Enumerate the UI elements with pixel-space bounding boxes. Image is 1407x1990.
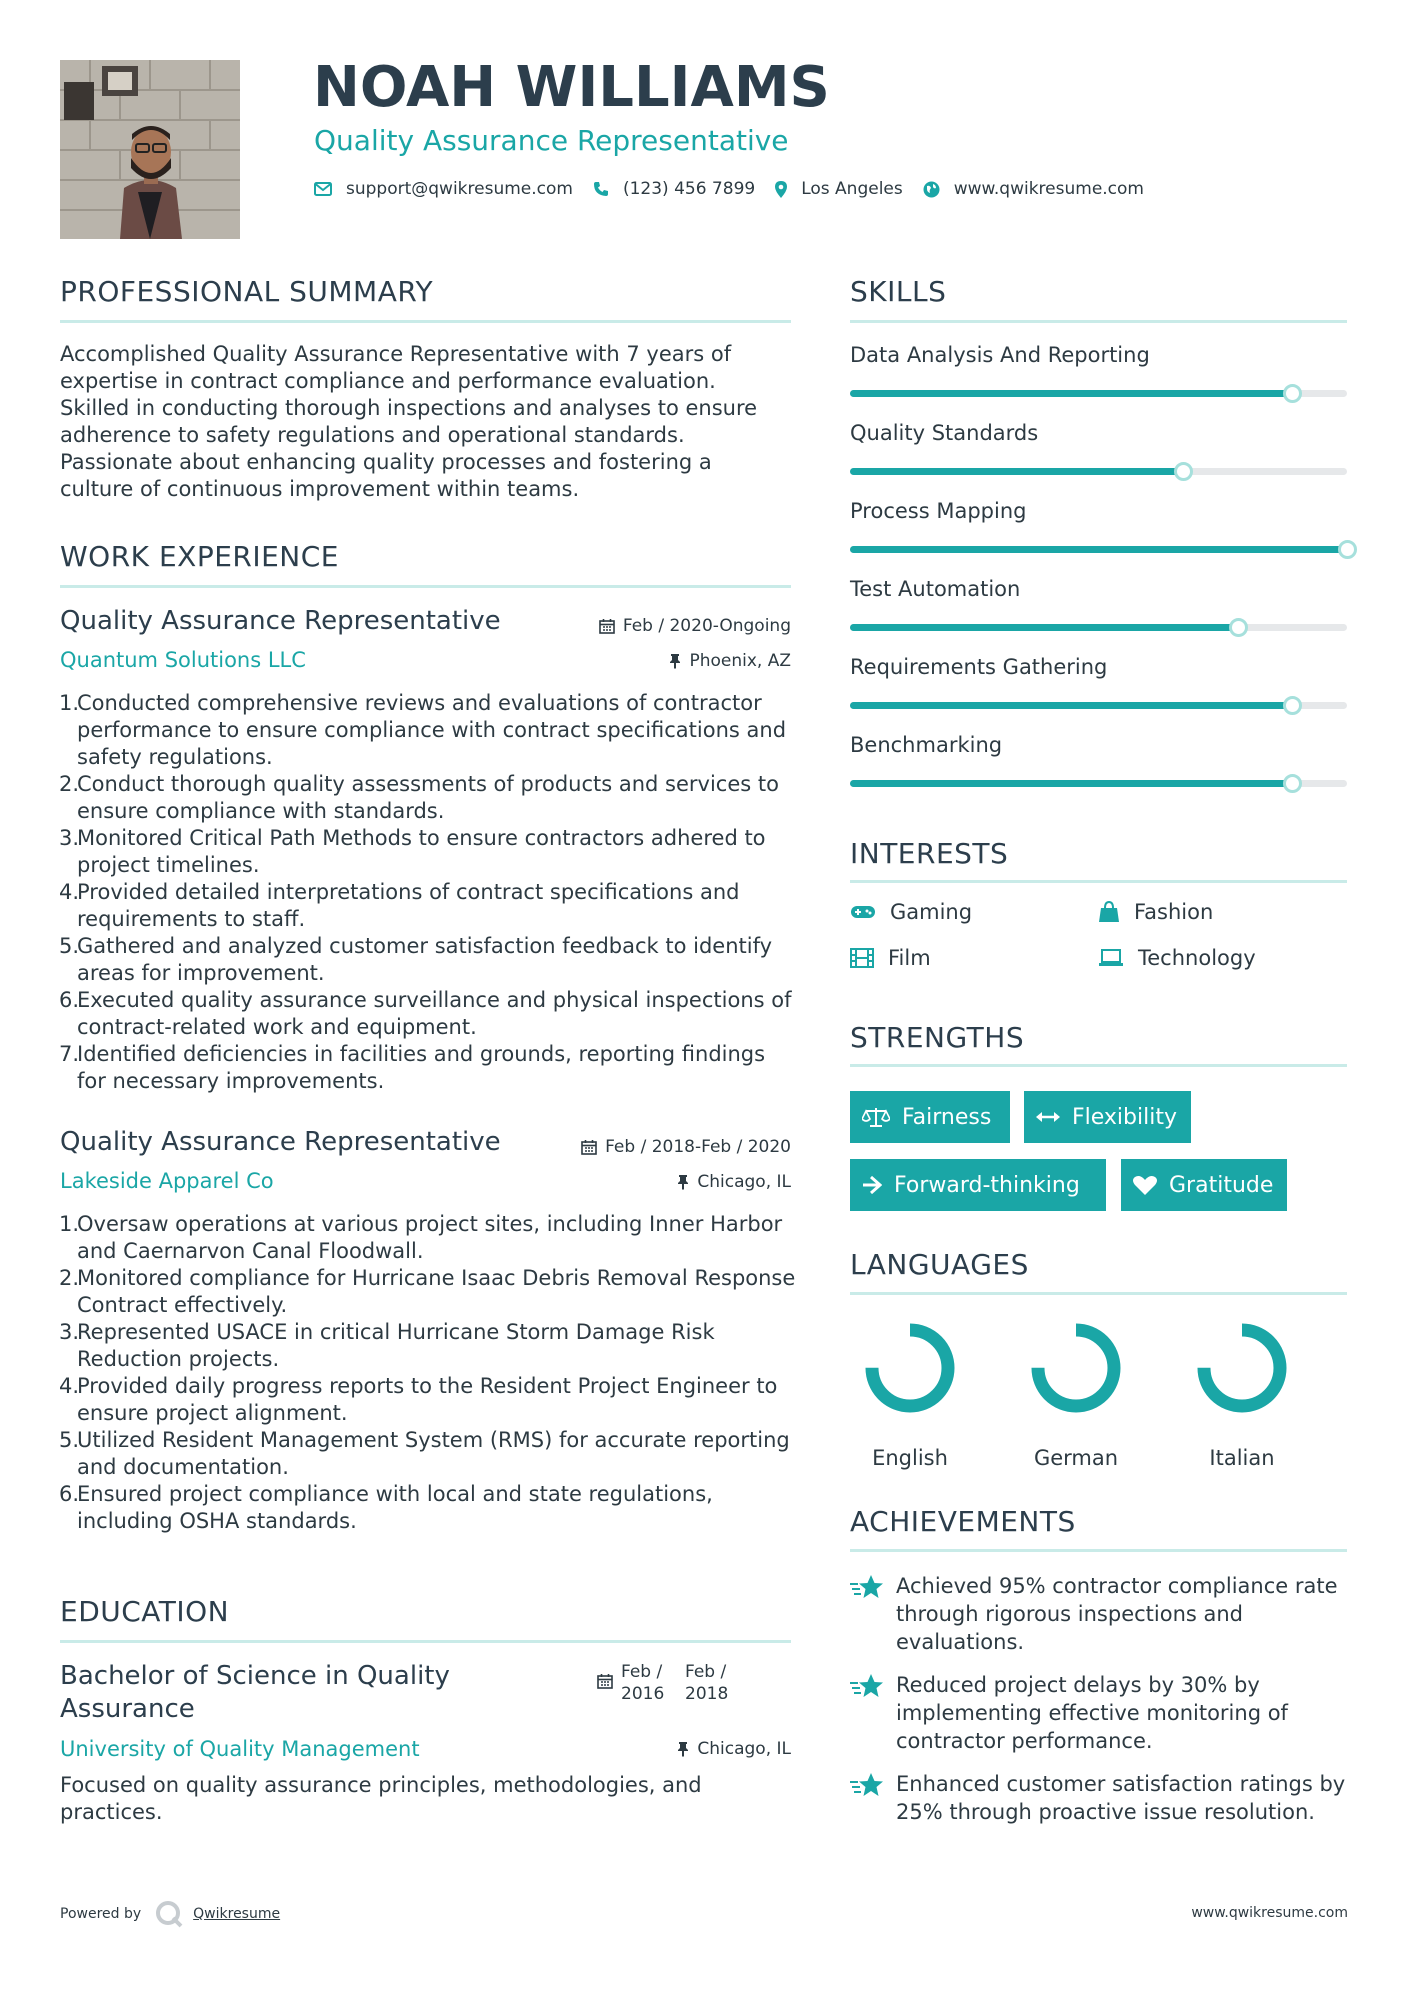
interest-fashion <box>1098 900 1213 924</box>
location-text: Los Angeles <box>801 179 903 199</box>
skill-level-handle <box>1283 696 1302 715</box>
job-2-company: Lakeside Apparel Co <box>60 1169 274 1193</box>
qwikresume-link[interactable]: Qwikresume <box>193 1906 281 1922</box>
skill-label: Data Analysis And Reporting <box>850 343 1150 367</box>
envelope-icon <box>314 182 332 196</box>
strength-label: Forward-thinking <box>894 1172 1080 1198</box>
summary-text: Accomplished Quality Assurance Representative with 7 years of expertise in contract compliance and performance evaluation. Skilled in conducting thorough inspections and analyses to ensure adherence to safety regulations and operational standards. Passionate about enhancing quality processes and fostering a culture of continuous improvement within teams. <box>60 342 758 501</box>
job-1-responsibilities <box>59 690 799 1095</box>
list-item: Ensured project compliance with local and state regulations, including OSHA standards. <box>77 1482 713 1533</box>
skill-label: Benchmarking <box>850 733 1003 757</box>
job-1-company: Quantum Solutions LLC <box>60 648 306 672</box>
achievement-text: Reduced project delays by 30% by implementing effective monitoring of contractor performance. <box>896 1673 1288 1753</box>
skill-bar-fill <box>850 624 1238 631</box>
footer-website[interactable]: www.qwikresume.com <box>1191 1905 1348 1921</box>
skill-bar-track <box>850 390 1347 397</box>
list-item: Provided detailed interpretations of contract specifications and requirements to staff. <box>77 880 740 931</box>
list-item: Utilized Resident Management System (RMS) for accurate reporting and documentation. <box>77 1428 790 1479</box>
balance-scale-icon <box>862 1106 890 1128</box>
skills-rule <box>850 320 1347 323</box>
powered-by-label: Powered by <box>60 1906 142 1922</box>
job-1-location-text: Phoenix, AZ <box>689 651 791 671</box>
job-2-responsibilities <box>59 1211 799 1535</box>
strength-flexibility <box>1024 1091 1191 1143</box>
language-label: English <box>872 1446 948 1470</box>
strength-label: Fairness <box>902 1104 992 1130</box>
skill-level-handle <box>1174 462 1193 481</box>
education-school: University of Quality Management <box>60 1737 420 1761</box>
star-award-icon <box>850 1574 884 1600</box>
job-2-location-text: Chicago, IL <box>697 1172 791 1192</box>
phone-text: (123) 456 7899 <box>622 179 756 199</box>
strength-fairness <box>850 1091 1010 1143</box>
skill-level-handle <box>1229 618 1248 637</box>
gamepad-icon <box>850 904 876 920</box>
achievements-heading: ACHIEVEMENTS <box>850 1505 1076 1538</box>
language-ring <box>1026 1318 1126 1418</box>
job-1-dates <box>599 616 791 636</box>
job-2-title: Quality Assurance Representative <box>60 1127 501 1157</box>
interest-label: Film <box>888 946 931 970</box>
skill-bar-fill <box>850 546 1347 553</box>
education-description: Focused on quality assurance principles, methodologies, and practices. <box>60 1773 702 1824</box>
language-english <box>840 1318 980 1470</box>
skills-heading: SKILLS <box>850 275 947 308</box>
phone-icon <box>593 181 609 197</box>
interest-label: Fashion <box>1134 900 1214 924</box>
qwikresume-logo-icon <box>155 1900 183 1928</box>
education-end: Feb / 2018 <box>685 1662 729 1704</box>
contact-bar <box>314 179 1164 199</box>
skill-label: Quality Standards <box>850 421 1039 445</box>
interest-label: Technology <box>1138 946 1256 970</box>
list-item: Provided daily progress reports to the Resident Project Engineer to ensure project alignment. <box>77 1374 778 1425</box>
education-location <box>677 1739 791 1759</box>
film-icon <box>850 948 874 968</box>
list-item: Conducted comprehensive reviews and evaluations of contractor performance to ensure compliance with contract specifications and safety regulations. <box>77 691 787 769</box>
languages-rule <box>850 1292 1347 1295</box>
education-degree: Bachelor of Science in Quality Assurance <box>60 1661 450 1724</box>
strength-label: Gratitude <box>1169 1172 1274 1198</box>
skill-bar-fill <box>850 780 1292 787</box>
strength-label: Flexibility <box>1072 1104 1177 1130</box>
education-heading: EDUCATION <box>60 1595 230 1628</box>
skill-bar-fill <box>850 702 1292 709</box>
job-1-dates-text: Feb / 2020-Ongoing <box>622 616 791 636</box>
interest-label: Gaming <box>890 900 973 924</box>
education-rule <box>60 1640 791 1643</box>
strengths-heading: STRENGTHS <box>850 1021 1025 1054</box>
map-marker-icon <box>775 181 787 198</box>
contact-phone[interactable] <box>593 179 755 199</box>
experience-rule <box>60 585 791 588</box>
skill-label: Test Automation <box>850 577 1021 601</box>
list-item: Represented USACE in critical Hurricane Storm Damage Risk Reduction projects. <box>77 1320 715 1371</box>
experience-heading: WORK EXPERIENCE <box>60 540 339 573</box>
candidate-name: NOAH WILLIAMS <box>313 55 830 120</box>
languages-heading: LANGUAGES <box>850 1248 1029 1281</box>
list-item: Oversaw operations at various project sites, including Inner Harbor and Caernarvon Canal Floodwall. <box>77 1212 783 1263</box>
skill-bar-fill <box>850 390 1292 397</box>
calendar-icon <box>581 1139 597 1155</box>
achievement-item <box>850 1671 1350 1755</box>
language-italian <box>1172 1318 1312 1470</box>
achievement-item <box>850 1770 1350 1826</box>
skill-level-handle <box>1283 774 1302 793</box>
shopping-bag-icon <box>1098 901 1120 923</box>
skill-bar-track <box>850 546 1347 553</box>
interests-rule <box>850 880 1347 883</box>
interests-heading: INTERESTS <box>850 837 1009 870</box>
list-item: Executed quality assurance surveillance and physical inspections of contract-related work and equipment. <box>77 988 792 1039</box>
skill-bar-track <box>850 780 1347 787</box>
footer-powered-by <box>60 1900 280 1928</box>
interest-film <box>850 946 931 970</box>
globe-icon <box>923 181 940 198</box>
website-text: www.qwikresume.com <box>953 179 1144 199</box>
list-item: Monitored Critical Path Methods to ensure contractors adhered to project timelines. <box>77 826 766 877</box>
interest-gaming <box>850 900 972 924</box>
language-label: Italian <box>1209 1446 1275 1470</box>
job-2-dates-text: Feb / 2018-Feb / 2020 <box>605 1137 791 1157</box>
interest-technology <box>1098 946 1256 970</box>
skill-bar-track <box>850 468 1347 475</box>
skill-label: Process Mapping <box>850 499 1027 523</box>
language-ring <box>860 1318 960 1418</box>
contact-website[interactable] <box>923 179 1144 199</box>
strength-gratitude <box>1121 1159 1287 1211</box>
education-start: Feb / 2016 <box>621 1662 665 1704</box>
profile-photo <box>60 60 240 239</box>
calendar-icon <box>597 1673 613 1689</box>
job-2-dates <box>581 1137 791 1157</box>
skill-level-handle <box>1338 540 1357 559</box>
language-ring <box>1192 1318 1292 1418</box>
job-1-location <box>669 651 791 671</box>
language-label: German <box>1033 1446 1119 1470</box>
list-item: Conduct thorough quality assessments of products and services to ensure compliance with standards. <box>77 772 779 823</box>
education-dates <box>597 1661 735 1705</box>
pin-icon <box>677 1174 689 1190</box>
list-item: Monitored compliance for Hurricane Isaac Debris Removal Response Contract effectively. <box>77 1266 796 1317</box>
contact-email[interactable] <box>314 179 573 199</box>
education-location-text: Chicago, IL <box>697 1739 791 1759</box>
star-award-icon <box>850 1673 884 1699</box>
skill-bar-fill <box>850 468 1183 475</box>
laptop-icon <box>1098 949 1124 967</box>
skill-bar-track <box>850 624 1347 631</box>
skill-level-handle <box>1283 384 1302 403</box>
contact-location <box>775 179 903 199</box>
arrows-horizontal-icon <box>1036 1111 1060 1123</box>
language-german <box>1006 1318 1146 1470</box>
achievement-text: Enhanced customer satisfaction ratings by 25% through proactive issue resolution. <box>896 1772 1346 1824</box>
summary-rule <box>60 320 791 323</box>
candidate-title: Quality Assurance Representative <box>314 124 789 157</box>
star-award-icon <box>850 1772 884 1798</box>
job-2-location <box>677 1172 791 1192</box>
calendar-icon <box>599 618 615 634</box>
achievement-text: Achieved 95% contractor compliance rate through rigorous inspections and evaluations. <box>896 1574 1338 1654</box>
strength-forward-thinking <box>850 1159 1106 1211</box>
achievement-item <box>850 1572 1350 1656</box>
achievements-rule <box>850 1549 1347 1552</box>
email-text: support@qwikresume.com <box>346 179 573 199</box>
strengths-rule <box>850 1064 1347 1067</box>
heart-icon <box>1133 1175 1157 1195</box>
arrow-right-icon <box>862 1176 882 1194</box>
skill-label: Requirements Gathering <box>850 655 1108 679</box>
pin-icon <box>677 1741 689 1757</box>
skill-bar-track <box>850 702 1347 709</box>
list-item: Gathered and analyzed customer satisfaction feedback to identify areas for improvement. <box>77 934 773 985</box>
pin-icon <box>669 653 681 669</box>
job-1-title: Quality Assurance Representative <box>60 606 501 636</box>
summary-heading: PROFESSIONAL SUMMARY <box>60 275 434 308</box>
list-item: Identified deficiencies in facilities and grounds, reporting findings for necessary improvements. <box>77 1042 766 1093</box>
